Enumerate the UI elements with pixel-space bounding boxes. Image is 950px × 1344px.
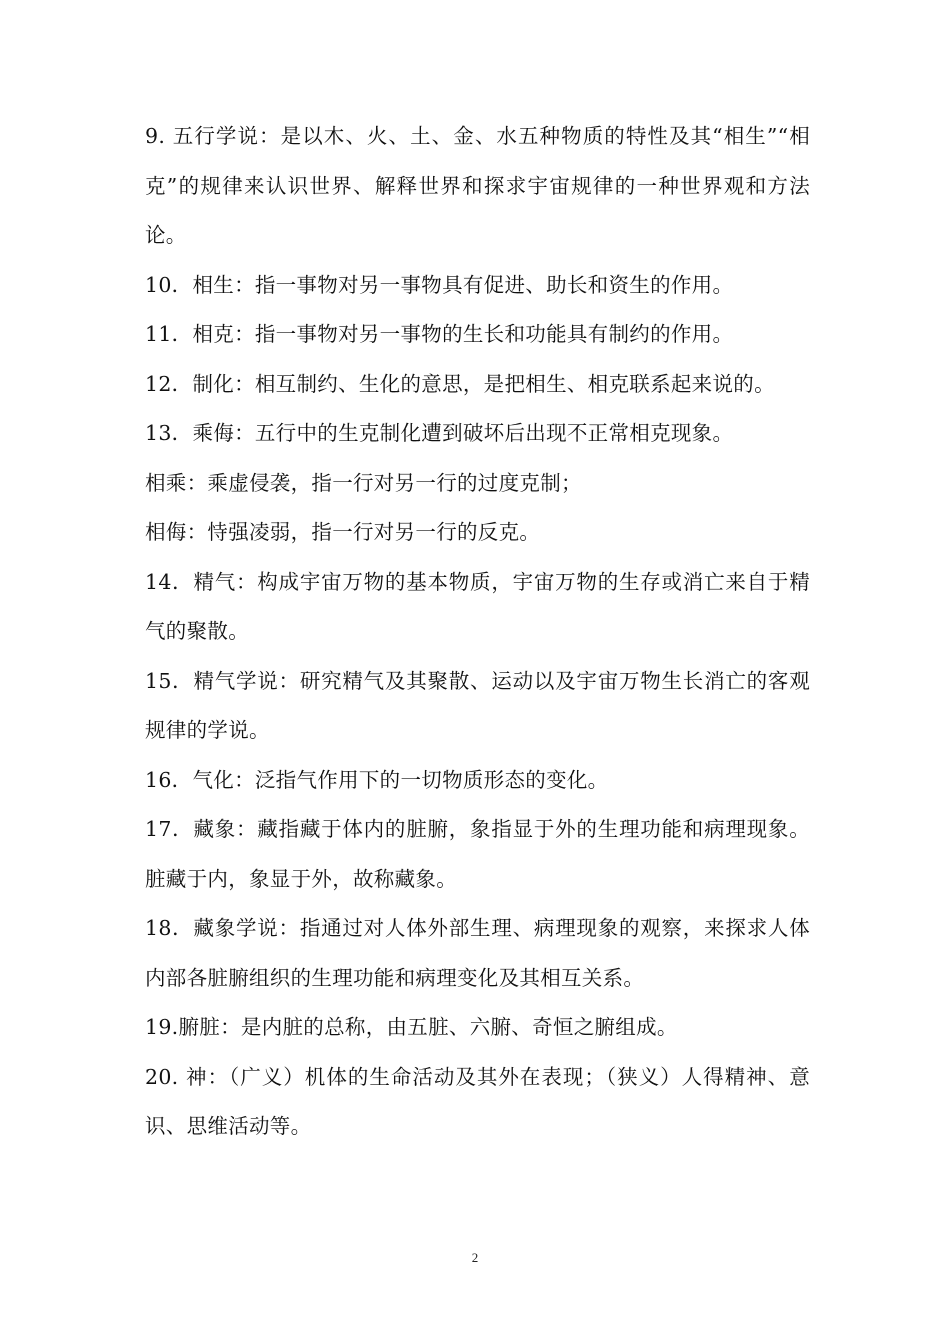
- definition-zangxiang-theory: 18．藏象学说：指通过对人体外部生理、病理现象的观察，来探求人体内部各脏腑组织的生理功能和病理变化及其相互关系。: [145, 916, 810, 990]
- definition-shen: 20. 神：（广义）机体的生命活动及其外在表现；（狭义）人得精神、意识、思维活动等。: [145, 1064, 810, 1138]
- definition-zhihua: 12．制化：相互制约、生化的意思，是把相生、相克联系起来说的。: [145, 371, 775, 396]
- document-body: [145, 112, 810, 1152]
- definition-jingqi: 14．精气：构成宇宙万物的基本物质，宇宙万物的生存或消亡来自于精气的聚散。: [145, 569, 810, 643]
- page-number: 2: [471, 1250, 479, 1265]
- definition-xiangwu: 相侮：恃强凌弱，指一行对另一行的反克。: [145, 520, 541, 544]
- definition-xiangke: 11．相克：指一事物对另一事物的生长和功能具有制约的作用。: [145, 322, 734, 346]
- definition-xiangcheng: 相乘：乘虚侵袭，指一行对另一行的过度克制；: [145, 470, 582, 495]
- definition-jingqi-theory: 15．精气学说：研究精气及其聚散、运动以及宇宙万物生长消亡的客观规律的学说。: [145, 668, 810, 742]
- definition-fuzang: 19.腑脏：是内脏的总称，由五脏、六腑、奇恒之腑组成。: [145, 1015, 678, 1039]
- definition-zangxiang: 17．藏象：藏指藏于体内的脏腑，象指显于外的生理功能和病理现象。脏藏于内，象显于外，故称藏象。: [145, 817, 810, 891]
- definition-wuxing-theory: 9. 五行学说：是以木、火、土、金、水五种物质的特性及其“相生”“相克”的规律来认识世界、解释世界和探求宇宙规律的一种世界观和方法论。: [145, 124, 810, 247]
- definition-chengwu: 13．乘侮：五行中的生克制化遭到破坏后出现不正常相克现象。: [145, 421, 734, 445]
- definition-qihua: 16．气化：泛指气作用下的一切物质形态的变化。: [145, 767, 609, 792]
- definition-xiangsheng: 10．相生：指一事物对另一事物具有促进、助长和资生的作用。: [145, 272, 734, 297]
